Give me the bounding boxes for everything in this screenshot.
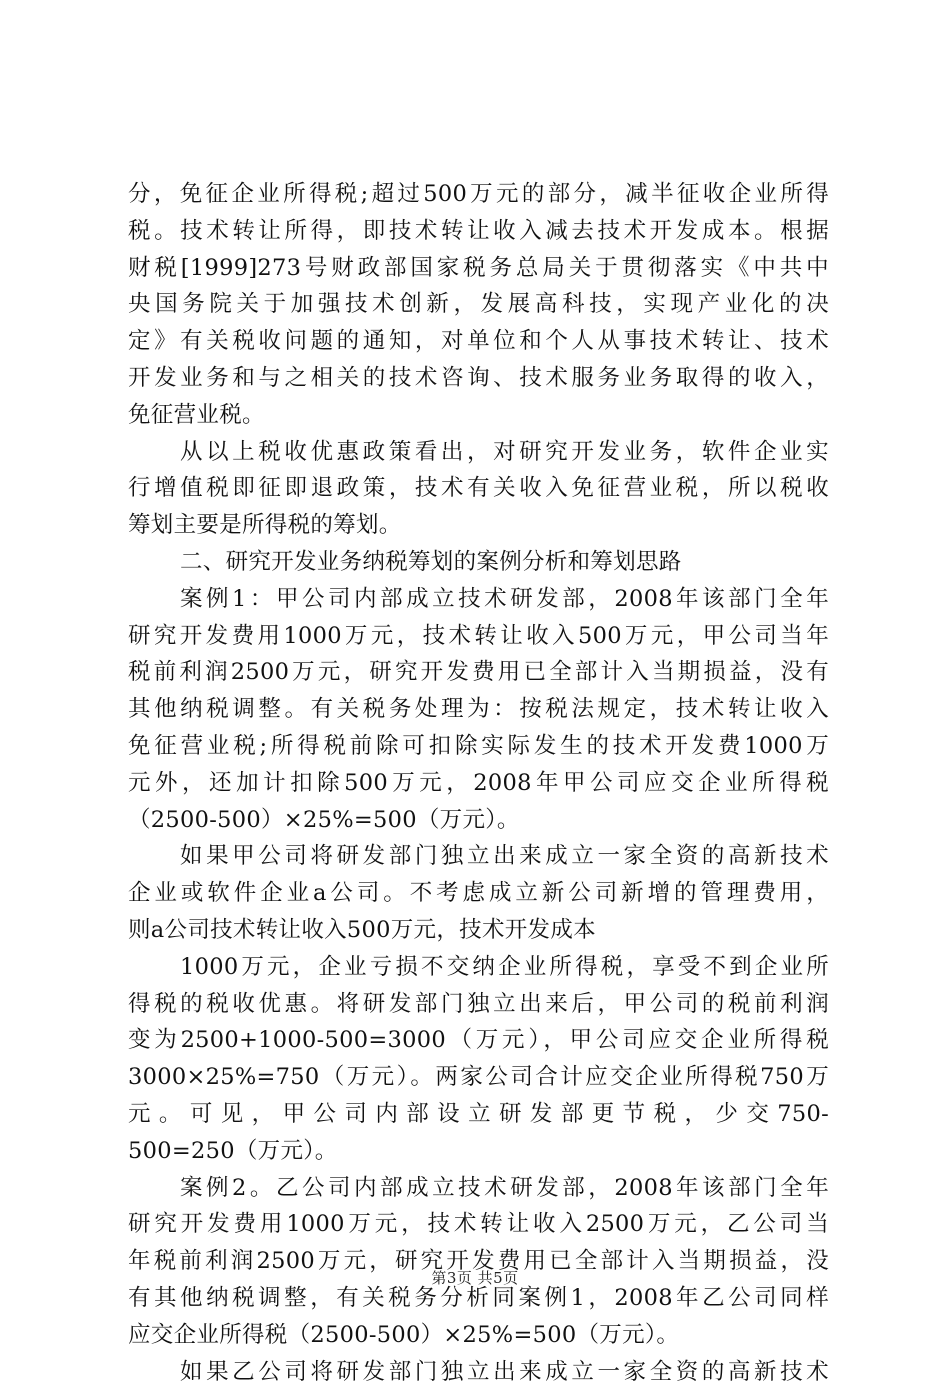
text-line: 500=250（万元）。 (128, 1133, 829, 1170)
text-line: 应交企业所得税（2500-500）×25%=500（万元）。 (128, 1317, 829, 1354)
text-line: 如果甲公司将研发部门独立出来成立一家全资的高新技术 (128, 838, 829, 875)
text-line: 如果乙公司将研发部门独立出来成立一家全资的高新技术 (128, 1354, 829, 1390)
text-line: 免征营业税。 (128, 397, 829, 434)
text-line: 则a公司技术转让收入500万元，技术开发成本 (128, 912, 829, 949)
document-body (128, 176, 829, 1390)
text-line: 得税的税收优惠。将研发部门独立出来后，甲公司的税前利润 (128, 986, 829, 1023)
text-line: 税前利润2500万元，研究开发费用已全部计入当期损益，没有 (128, 654, 829, 691)
text-line: 年税前利润2500万元，研究开发费用已全部计入当期损益，没 (128, 1243, 829, 1280)
text-line: 定》有关税收问题的通知，对单位和个人从事技术转让、技术 (128, 323, 829, 360)
text-line: 研究开发费用1000万元，技术转让收入500万元，甲公司当年 (128, 618, 829, 655)
text-line: 有其他纳税调整，有关税务分析同案例1，2008年乙公司同样 (128, 1280, 829, 1317)
text-line: 税。技术转让所得，即技术转让收入减去技术开发成本。根据 (128, 213, 829, 250)
text-line: 案例1：甲公司内部成立技术研发部，2008年该部门全年 (128, 581, 829, 618)
text-line: （2500-500）×25%=500（万元）。 (128, 802, 829, 839)
text-line: 行增值税即征即退政策，技术有关收入免征营业税，所以税收 (128, 470, 829, 507)
text-line: 1000万元，企业亏损不交纳企业所得税，享受不到企业所 (128, 949, 829, 986)
text-line: 3000×25%=750（万元）。两家公司合计应交企业所得税750万 (128, 1059, 829, 1096)
text-line: 开发业务和与之相关的技术咨询、技术服务业务取得的收入， (128, 360, 829, 397)
text-line: 研究开发费用1000万元，技术转让收入2500万元，乙公司当 (128, 1206, 829, 1243)
text-line: 筹划主要是所得税的筹划。 (128, 507, 829, 544)
text-line: 变为2500+1000-500=3000（万元），甲公司应交企业所得税 (128, 1022, 829, 1059)
text-line: 元。可见，甲公司内部设立研发部更节税，少交750- (128, 1096, 829, 1133)
section-heading: 二、研究开发业务纳税筹划的案例分析和筹划思路 (128, 544, 829, 581)
text-line: 央国务院关于加强技术创新，发展高科技，实现产业化的决 (128, 286, 829, 323)
page-number: 第3页 共5页 (0, 1268, 950, 1288)
text-line: 企业或软件企业a公司。不考虑成立新公司新增的管理费用， (128, 875, 829, 912)
text-line: 元外，还加计扣除500万元，2008年甲公司应交企业所得税 (128, 765, 829, 802)
text-line: 案例2。乙公司内部成立技术研发部，2008年该部门全年 (128, 1170, 829, 1207)
text-line: 免征营业税;所得税前除可扣除实际发生的技术开发费1000万 (128, 728, 829, 765)
text-line: 其他纳税调整。有关税务处理为：按税法规定，技术转让收入 (128, 691, 829, 728)
text-line: 分，免征企业所得税;超过500万元的部分，减半征收企业所得 (128, 176, 829, 213)
text-line: 从以上税收优惠政策看出，对研究开发业务，软件企业实 (128, 434, 829, 471)
text-line: 财税[1999]273号财政部国家税务总局关于贯彻落实《中共中 (128, 250, 829, 287)
